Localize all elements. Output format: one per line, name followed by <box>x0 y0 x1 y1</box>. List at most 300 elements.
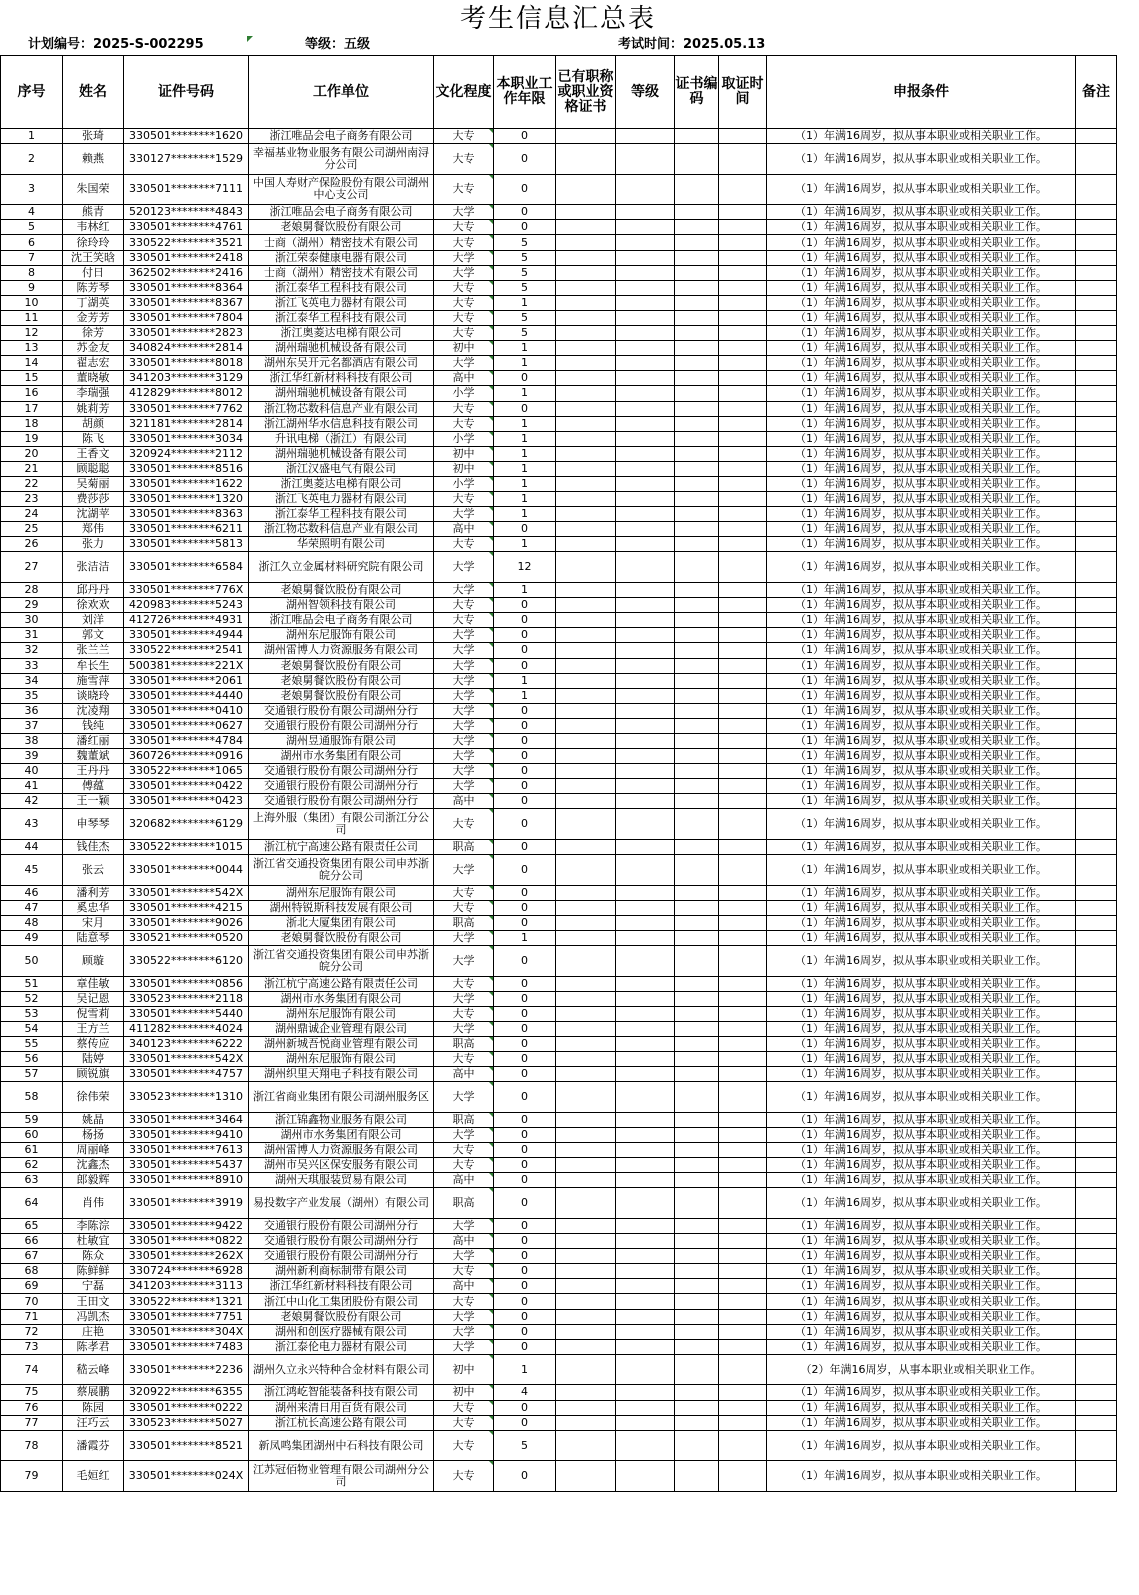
cell-name: 吴记恩 <box>63 991 124 1006</box>
table-row <box>1 326 1117 341</box>
cell-work-years: 0 <box>494 703 556 718</box>
cell-cert-date <box>719 1234 767 1249</box>
table-row <box>1 235 1117 250</box>
cell-education: 大专 <box>434 220 494 235</box>
cell-remarks <box>1076 1324 1117 1339</box>
cell-cert-date <box>719 1294 767 1309</box>
cell-id-number: 330501********5440 <box>124 1006 249 1021</box>
cell-id-number: 330501********8364 <box>124 280 249 295</box>
cell-cert-code <box>675 522 719 537</box>
cell-cert-code <box>675 174 719 205</box>
cell-remarks <box>1076 1461 1117 1492</box>
cell-name: 邱丹丹 <box>63 583 124 598</box>
cell-name: 徐玲玲 <box>63 235 124 250</box>
cell-grade <box>616 931 675 946</box>
cell-cert-date <box>719 855 767 886</box>
cell-education: 大学 <box>434 507 494 522</box>
cell-conditions: （1）年满16周岁，拟从事本职业或相关职业工作。 <box>767 1309 1076 1324</box>
cell-employer: 士商（湖州）精密技术有限公司 <box>249 265 434 280</box>
cell-work-years: 0 <box>494 522 556 537</box>
table-row <box>1 628 1117 643</box>
cell-employer: 湖州瑞驰机械设备有限公司 <box>249 341 434 356</box>
cell-cert-code <box>675 1354 719 1385</box>
cell-employer: 老娘舅餐饮股份有限公司 <box>249 931 434 946</box>
cell-employer: 交通银行股份有限公司湖州分行 <box>249 794 434 809</box>
cell-cert-code <box>675 1037 719 1052</box>
cell-id-number: 330501********8363 <box>124 507 249 522</box>
cell-conditions: （1）年满16周岁，拟从事本职业或相关职业工作。 <box>767 461 1076 476</box>
cell-work-years: 0 <box>494 764 556 779</box>
cell-id-number: 330501********4761 <box>124 220 249 235</box>
cell-cert-code <box>675 1006 719 1021</box>
cell-work-years: 0 <box>494 1324 556 1339</box>
cell-work-years: 0 <box>494 1143 556 1158</box>
cell-index: 61 <box>1 1143 63 1158</box>
cell-employer: 新凤鸣集团湖州中石科技有限公司 <box>249 1430 434 1461</box>
cell-education: 大学 <box>434 628 494 643</box>
cell-name: 潘利芳 <box>63 885 124 900</box>
cell-remarks <box>1076 779 1117 794</box>
cell-name: 郑伟 <box>63 522 124 537</box>
cell-cert-code <box>675 129 719 144</box>
cell-id-number: 330501********5437 <box>124 1158 249 1173</box>
cell-work-years: 1 <box>494 356 556 371</box>
cell-index: 21 <box>1 461 63 476</box>
cell-name: 陈芳琴 <box>63 280 124 295</box>
cell-grade <box>616 1173 675 1188</box>
cell-employer: 交通银行股份有限公司湖州分行 <box>249 718 434 733</box>
cell-education: 大专 <box>434 976 494 991</box>
cell-remarks <box>1076 1006 1117 1021</box>
cell-conditions: （1）年满16周岁，拟从事本职业或相关职业工作。 <box>767 492 1076 507</box>
cell-cert-date <box>719 295 767 310</box>
cell-cert-code <box>675 718 719 733</box>
cell-index: 5 <box>1 220 63 235</box>
cell-id-number: 330521********0520 <box>124 931 249 946</box>
cell-name: 潘红丽 <box>63 733 124 748</box>
cell-work-years: 0 <box>494 749 556 764</box>
cell-education: 大专 <box>434 1006 494 1021</box>
cell-id-number: 330501********4944 <box>124 628 249 643</box>
cell-remarks <box>1076 1112 1117 1127</box>
cell-id-number: 330501********8521 <box>124 1430 249 1461</box>
cell-work-years: 0 <box>494 885 556 900</box>
table-row <box>1 809 1117 840</box>
cell-work-years: 1 <box>494 688 556 703</box>
cell-id-number: 330501********542X <box>124 885 249 900</box>
cell-employer: 交通银行股份有限公司湖州分行 <box>249 1234 434 1249</box>
cell-index: 51 <box>1 976 63 991</box>
cell-education: 大专 <box>434 326 494 341</box>
cell-employer: 交通银行股份有限公司湖州分行 <box>249 1249 434 1264</box>
cell-name: 冯凯杰 <box>63 1309 124 1324</box>
cell-employer: 浙江飞英电力器材有限公司 <box>249 492 434 507</box>
cell-remarks <box>1076 809 1117 840</box>
cell-name: 李陈淙 <box>63 1219 124 1234</box>
cell-employer: 老娘舅餐饮股份有限公司 <box>249 658 434 673</box>
cell-grade <box>616 1021 675 1036</box>
cell-remarks <box>1076 310 1117 325</box>
cell-id-number: 330501********6584 <box>124 552 249 583</box>
cell-work-years: 0 <box>494 205 556 220</box>
table-row <box>1 250 1117 265</box>
cell-remarks <box>1076 129 1117 144</box>
cell-id-number: 330501********7483 <box>124 1339 249 1354</box>
cell-work-years: 1 <box>494 507 556 522</box>
cell-cert-code <box>675 779 719 794</box>
cell-index: 45 <box>1 855 63 886</box>
cell-work-years: 0 <box>494 991 556 1006</box>
cell-id-number: 340824********2814 <box>124 341 249 356</box>
cell-work-years: 0 <box>494 840 556 855</box>
cell-remarks <box>1076 1415 1117 1430</box>
cell-conditions: （1）年满16周岁，拟从事本职业或相关职业工作。 <box>767 749 1076 764</box>
cell-conditions: （1）年满16周岁，拟从事本职业或相关职业工作。 <box>767 583 1076 598</box>
cell-cert-code <box>675 1067 719 1082</box>
cell-conditions: （1）年满16周岁，拟从事本职业或相关职业工作。 <box>767 1461 1076 1492</box>
cell-employer: 浙江物芯数科信息产业有限公司 <box>249 401 434 416</box>
table-row <box>1 1339 1117 1354</box>
table-row <box>1 1264 1117 1279</box>
cell-cert-code <box>675 265 719 280</box>
cell-cert-date <box>719 915 767 930</box>
cell-name: 翟志宏 <box>63 356 124 371</box>
table-row <box>1 931 1117 946</box>
cell-existing-cert <box>556 718 616 733</box>
cell-cert-code <box>675 1052 719 1067</box>
table-row <box>1 1385 1117 1400</box>
cell-id-number: 330501********0856 <box>124 976 249 991</box>
cell-conditions: （1）年满16周岁，拟从事本职业或相关职业工作。 <box>767 144 1076 175</box>
cell-cert-code <box>675 733 719 748</box>
cell-name: 庄艳 <box>63 1324 124 1339</box>
cell-work-years: 0 <box>494 1219 556 1234</box>
cell-id-number: 330522********1015 <box>124 840 249 855</box>
cell-cert-date <box>719 1037 767 1052</box>
cell-employer: 湖州和创医疗器械有限公司 <box>249 1324 434 1339</box>
cell-id-number: 412726********4931 <box>124 613 249 628</box>
cell-education: 大学 <box>434 1324 494 1339</box>
cell-conditions: （1）年满16周岁，拟从事本职业或相关职业工作。 <box>767 733 1076 748</box>
cell-education: 大专 <box>434 1415 494 1430</box>
cell-work-years: 0 <box>494 144 556 175</box>
cell-education: 初中 <box>434 446 494 461</box>
cell-education: 大专 <box>434 129 494 144</box>
cell-remarks <box>1076 1234 1117 1249</box>
cell-remarks <box>1076 144 1117 175</box>
cell-work-years: 0 <box>494 1128 556 1143</box>
cell-education: 大专 <box>434 1052 494 1067</box>
cell-education: 大学 <box>434 946 494 977</box>
cell-index: 63 <box>1 1173 63 1188</box>
cell-conditions: （1）年满16周岁，拟从事本职业或相关职业工作。 <box>767 552 1076 583</box>
cell-employer: 湖州特锐斯科技发展有限公司 <box>249 900 434 915</box>
cell-cert-code <box>675 280 719 295</box>
cell-cert-date <box>719 703 767 718</box>
cell-cert-code <box>675 537 719 552</box>
table-row <box>1 688 1117 703</box>
cell-existing-cert <box>556 1037 616 1052</box>
cell-conditions: （1）年满16周岁，拟从事本职业或相关职业工作。 <box>767 446 1076 461</box>
cell-employer: 浙江泰华工程科技有限公司 <box>249 507 434 522</box>
cell-existing-cert <box>556 764 616 779</box>
cell-existing-cert <box>556 250 616 265</box>
table-row <box>1 1249 1117 1264</box>
cell-conditions: （1）年满16周岁，拟从事本职业或相关职业工作。 <box>767 794 1076 809</box>
cell-id-number: 412829********8012 <box>124 386 249 401</box>
cell-remarks <box>1076 1294 1117 1309</box>
table-row <box>1 673 1117 688</box>
cell-cert-date <box>719 764 767 779</box>
cell-employer: 湖州瑞驰机械设备有限公司 <box>249 446 434 461</box>
cell-cert-code <box>675 1219 719 1234</box>
cell-index: 57 <box>1 1067 63 1082</box>
cell-remarks <box>1076 764 1117 779</box>
cell-existing-cert <box>556 1234 616 1249</box>
cell-grade <box>616 552 675 583</box>
cell-existing-cert <box>556 598 616 613</box>
cell-remarks <box>1076 976 1117 991</box>
cell-employer: 湖州东尼服饰有限公司 <box>249 1006 434 1021</box>
cell-existing-cert <box>556 220 616 235</box>
cell-name: 付日 <box>63 265 124 280</box>
cell-cert-date <box>719 1006 767 1021</box>
table-row <box>1 265 1117 280</box>
cell-index: 42 <box>1 794 63 809</box>
cell-grade <box>616 1037 675 1052</box>
table-row <box>1 885 1117 900</box>
cell-index: 50 <box>1 946 63 977</box>
table-row <box>1 1158 1117 1173</box>
cell-employer: 老娘舅餐饮股份有限公司 <box>249 583 434 598</box>
cell-cert-date <box>719 250 767 265</box>
cell-employer: 幸福基业物业服务有限公司湖州南浔分公司 <box>249 144 434 175</box>
cell-cert-date <box>719 205 767 220</box>
cell-conditions: （1）年满16周岁，拟从事本职业或相关职业工作。 <box>767 718 1076 733</box>
cell-grade <box>616 885 675 900</box>
cell-conditions: （1）年满16周岁，拟从事本职业或相关职业工作。 <box>767 1082 1076 1113</box>
cell-index: 40 <box>1 764 63 779</box>
cell-grade <box>616 371 675 386</box>
cell-education: 小学 <box>434 431 494 446</box>
cell-index: 17 <box>1 401 63 416</box>
cell-id-number: 330501********0410 <box>124 703 249 718</box>
cell-cert-code <box>675 900 719 915</box>
cell-id-number: 330501********9410 <box>124 1128 249 1143</box>
cell-conditions: （1）年满16周岁，拟从事本职业或相关职业工作。 <box>767 991 1076 1006</box>
cell-id-number: 330501********2236 <box>124 1354 249 1385</box>
cell-cert-code <box>675 1128 719 1143</box>
cell-conditions: （1）年满16周岁，拟从事本职业或相关职业工作。 <box>767 386 1076 401</box>
cell-existing-cert <box>556 1385 616 1400</box>
cell-employer: 浙江湖州华水信息科技有限公司 <box>249 416 434 431</box>
cell-education: 大学 <box>434 1021 494 1036</box>
cell-education: 高中 <box>434 1173 494 1188</box>
cell-name: 申琴琴 <box>63 809 124 840</box>
cell-grade <box>616 991 675 1006</box>
table-row <box>1 507 1117 522</box>
cell-education: 职高 <box>434 1037 494 1052</box>
cell-id-number: 330501********7762 <box>124 401 249 416</box>
cell-existing-cert <box>556 552 616 583</box>
cell-remarks <box>1076 749 1117 764</box>
cell-remarks <box>1076 476 1117 491</box>
cell-education: 大专 <box>434 144 494 175</box>
cell-name: 赖燕 <box>63 144 124 175</box>
cell-existing-cert <box>556 703 616 718</box>
cell-name: 魏董斌 <box>63 749 124 764</box>
cell-cert-date <box>719 492 767 507</box>
cell-index: 33 <box>1 658 63 673</box>
cell-existing-cert <box>556 280 616 295</box>
cell-cert-date <box>719 341 767 356</box>
cell-work-years: 0 <box>494 1264 556 1279</box>
cell-name: 张云 <box>63 855 124 886</box>
cell-education: 初中 <box>434 1385 494 1400</box>
cell-grade <box>616 461 675 476</box>
cell-remarks <box>1076 1188 1117 1219</box>
cell-cert-date <box>719 386 767 401</box>
cell-id-number: 330522********1065 <box>124 764 249 779</box>
cell-existing-cert <box>556 537 616 552</box>
cell-name: 金芳芳 <box>63 310 124 325</box>
cell-name: 苏金友 <box>63 341 124 356</box>
cell-grade <box>616 416 675 431</box>
cell-grade <box>616 1400 675 1415</box>
cell-id-number: 330501********8018 <box>124 356 249 371</box>
cell-name: 钱佳杰 <box>63 840 124 855</box>
cell-index: 9 <box>1 280 63 295</box>
col-header-existing-cert: 已有职称或职业资格证书 <box>556 56 616 129</box>
cell-grade <box>616 1158 675 1173</box>
cell-id-number: 330724********6928 <box>124 1264 249 1279</box>
cell-work-years: 0 <box>494 598 556 613</box>
cell-name: 钱纯 <box>63 718 124 733</box>
cell-grade <box>616 628 675 643</box>
cell-name: 徐欢欢 <box>63 598 124 613</box>
cell-remarks <box>1076 326 1117 341</box>
cell-existing-cert <box>556 1279 616 1294</box>
cell-conditions: （1）年满16周岁，拟从事本职业或相关职业工作。 <box>767 507 1076 522</box>
cell-cert-date <box>719 1324 767 1339</box>
cell-education: 职高 <box>434 840 494 855</box>
cell-existing-cert <box>556 129 616 144</box>
table-row <box>1 522 1117 537</box>
cell-remarks <box>1076 174 1117 205</box>
cell-employer: 浙江省商业集团有限公司湖州服务区 <box>249 1082 434 1113</box>
cell-conditions: （1）年满16周岁，拟从事本职业或相关职业工作。 <box>767 371 1076 386</box>
cell-grade <box>616 1309 675 1324</box>
cell-existing-cert <box>556 1354 616 1385</box>
cell-grade <box>616 733 675 748</box>
cell-id-number: 330501********3034 <box>124 431 249 446</box>
cell-conditions: （1）年满16周岁，拟从事本职业或相关职业工作。 <box>767 809 1076 840</box>
cell-existing-cert <box>556 628 616 643</box>
col-header-conditions: 申报条件 <box>767 56 1076 129</box>
col-header-education: 文化程度 <box>434 56 494 129</box>
cell-grade <box>616 537 675 552</box>
cell-existing-cert <box>556 492 616 507</box>
cell-id-number: 330523********2118 <box>124 991 249 1006</box>
table-row <box>1 401 1117 416</box>
cell-index: 22 <box>1 476 63 491</box>
cell-remarks <box>1076 205 1117 220</box>
cell-cert-code <box>675 250 719 265</box>
cell-employer: 浙江荣泰健康电器有限公司 <box>249 250 434 265</box>
cell-grade <box>616 144 675 175</box>
cell-cert-date <box>719 1082 767 1113</box>
cell-employer: 浙江杭长高速公路有限公司 <box>249 1415 434 1430</box>
table-row <box>1 900 1117 915</box>
cell-cert-date <box>719 658 767 673</box>
cell-employer: 湖州东尼服饰有限公司 <box>249 628 434 643</box>
cell-index: 10 <box>1 295 63 310</box>
cell-index: 56 <box>1 1052 63 1067</box>
cell-employer: 湖州来清日用百货有限公司 <box>249 1400 434 1415</box>
cell-existing-cert <box>556 401 616 416</box>
cell-work-years: 0 <box>494 1158 556 1173</box>
cell-education: 大学 <box>434 718 494 733</box>
cell-remarks <box>1076 341 1117 356</box>
cell-cert-code <box>675 1400 719 1415</box>
cell-name: 杜敏宜 <box>63 1234 124 1249</box>
cell-index: 20 <box>1 446 63 461</box>
cell-work-years: 4 <box>494 1385 556 1400</box>
cell-grade <box>616 688 675 703</box>
cell-conditions: （1）年满16周岁，拟从事本职业或相关职业工作。 <box>767 915 1076 930</box>
table-row <box>1 643 1117 658</box>
cell-cert-date <box>719 552 767 583</box>
cell-education: 大学 <box>434 583 494 598</box>
cell-cert-date <box>719 1385 767 1400</box>
cell-existing-cert <box>556 673 616 688</box>
cell-conditions: （1）年满16周岁，拟从事本职业或相关职业工作。 <box>767 416 1076 431</box>
cell-conditions: （2）年满16周岁，从事本职业或相关职业工作。 <box>767 1354 1076 1385</box>
cell-index: 60 <box>1 1128 63 1143</box>
cell-education: 大专 <box>434 310 494 325</box>
col-header-index: 序号 <box>1 56 63 129</box>
cell-id-number: 341203********3129 <box>124 371 249 386</box>
cell-work-years: 1 <box>494 386 556 401</box>
cell-remarks <box>1076 1067 1117 1082</box>
cell-remarks <box>1076 461 1117 476</box>
table-row <box>1 1037 1117 1052</box>
cell-work-years: 0 <box>494 401 556 416</box>
cell-employer: 交通银行股份有限公司湖州分行 <box>249 703 434 718</box>
cell-work-years: 0 <box>494 658 556 673</box>
cell-education: 大学 <box>434 733 494 748</box>
cell-cert-date <box>719 718 767 733</box>
col-header-id-number: 证件号码 <box>124 56 249 129</box>
cell-cert-date <box>719 1112 767 1127</box>
table-row <box>1 658 1117 673</box>
cell-cert-code <box>675 461 719 476</box>
cell-education: 大专 <box>434 1400 494 1415</box>
cell-employer: 浙江华红新材料科技有限公司 <box>249 371 434 386</box>
cell-index: 66 <box>1 1234 63 1249</box>
cell-id-number: 330522********1321 <box>124 1294 249 1309</box>
cell-cert-code <box>675 1188 719 1219</box>
cell-name: 郎毅辉 <box>63 1173 124 1188</box>
cell-work-years: 0 <box>494 1400 556 1415</box>
cell-conditions: （1）年满16周岁，拟从事本职业或相关职业工作。 <box>767 295 1076 310</box>
table-row <box>1 552 1117 583</box>
cell-cert-date <box>719 356 767 371</box>
cell-id-number: 330501********0822 <box>124 1234 249 1249</box>
cell-work-years: 0 <box>494 1037 556 1052</box>
cell-grade <box>616 431 675 446</box>
cell-name: 蔡展鹏 <box>63 1385 124 1400</box>
